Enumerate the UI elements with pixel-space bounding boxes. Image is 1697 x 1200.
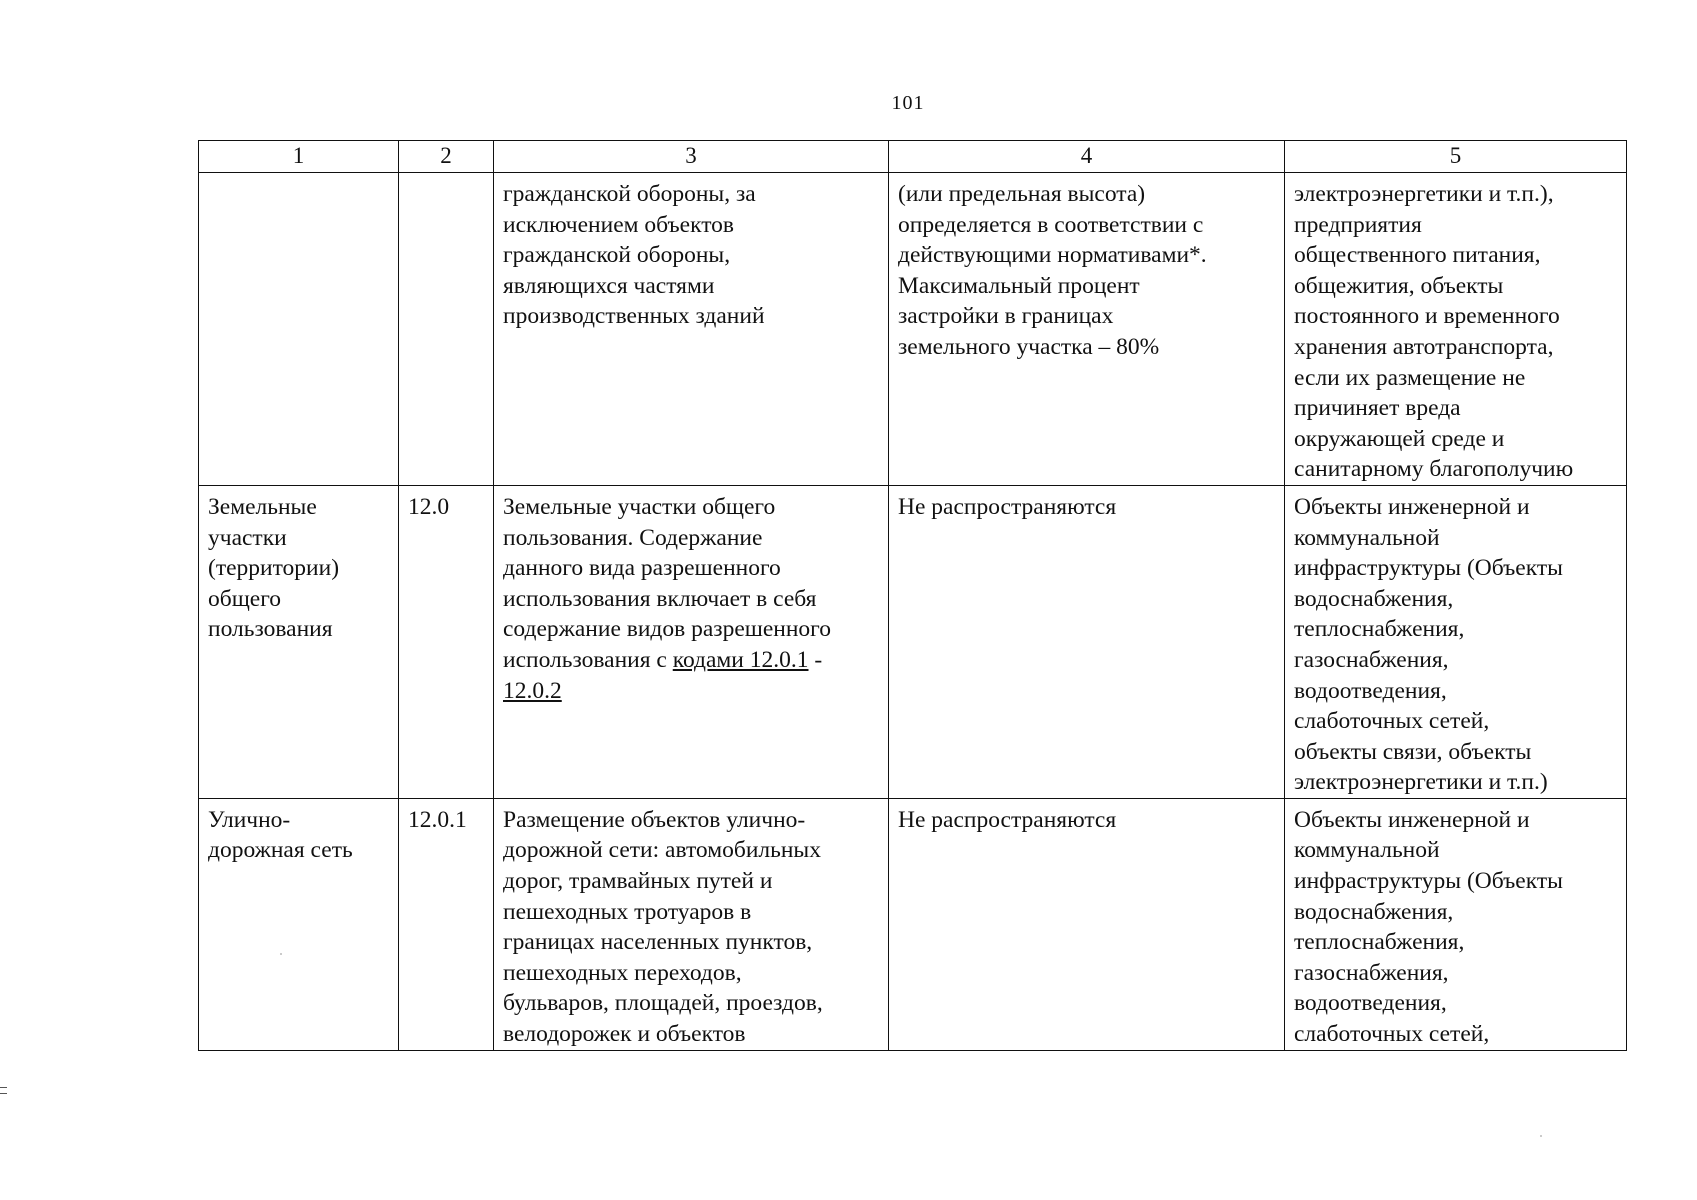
text-line: являющихся частями bbox=[503, 272, 715, 299]
column-header-1: 1 bbox=[199, 141, 399, 173]
text-line: дорожная сеть bbox=[208, 837, 353, 864]
text-line: Объекты инженерной и bbox=[1294, 493, 1530, 520]
text-line: водоснабжения, bbox=[1294, 898, 1454, 925]
text-line: (или предельная высота) bbox=[898, 181, 1146, 207]
scan-margin-mark bbox=[0, 1087, 7, 1094]
text-line: бульваров, площадей, проездов, bbox=[503, 990, 823, 1017]
text-line: гражданской обороны, bbox=[503, 242, 731, 269]
table-row bbox=[199, 798, 1627, 1050]
cell-auxiliary bbox=[1285, 485, 1627, 798]
cell-auxiliary bbox=[1285, 173, 1627, 486]
text-line: действующими нормативами*. bbox=[898, 242, 1207, 269]
cell-name bbox=[199, 485, 399, 798]
text-fragment: использования с bbox=[503, 646, 673, 673]
text-line: содержание видов разрешенного bbox=[503, 616, 831, 643]
text-line: Объекты инженерной и bbox=[1294, 806, 1530, 833]
text-line: коммунальной bbox=[1294, 524, 1440, 551]
text-line: Размещение объектов улично- bbox=[503, 806, 806, 833]
cell-parameters bbox=[889, 485, 1285, 798]
text-line: общественного питания, bbox=[1294, 242, 1541, 269]
scan-speck bbox=[1540, 1135, 1542, 1137]
text-line: исключением объектов bbox=[503, 211, 735, 238]
text-line: водоотведения, bbox=[1294, 990, 1447, 1017]
text-line: постоянного и временного bbox=[1294, 303, 1560, 330]
text-line: (территории) bbox=[208, 555, 340, 582]
cell-description bbox=[494, 173, 889, 486]
text-line: газоснабжения, bbox=[1294, 646, 1449, 673]
text-line bbox=[503, 676, 880, 707]
text-line: объекты связи, объекты bbox=[1294, 738, 1532, 765]
text-line bbox=[503, 645, 880, 676]
table-row bbox=[199, 485, 1627, 798]
text-line: общего bbox=[208, 585, 282, 612]
text-line: если их размещение не bbox=[1294, 364, 1526, 391]
text-line: предприятия bbox=[1294, 211, 1422, 238]
text-line: причиняет вреда bbox=[1294, 395, 1461, 422]
text-line: Не распространяются bbox=[898, 806, 1117, 833]
text-line: окружающей среде и bbox=[1294, 425, 1505, 452]
cell-parameters bbox=[889, 798, 1285, 1050]
text-line: слаботочных сетей, bbox=[1294, 708, 1490, 735]
text-line: Не распространяются bbox=[898, 493, 1117, 520]
text-line: определяется в соответствии с bbox=[898, 211, 1204, 238]
text-line: коммунальной bbox=[1294, 837, 1440, 864]
cell-code: 12.0 bbox=[399, 485, 494, 798]
text-line: велодорожек и объектов bbox=[503, 1021, 746, 1048]
cell-auxiliary bbox=[1285, 798, 1627, 1050]
cell-description bbox=[494, 485, 889, 798]
text-line: теплоснабжения, bbox=[1294, 616, 1465, 643]
text-line: гражданской обороны, за bbox=[503, 181, 756, 207]
text-line: застройки в границах bbox=[898, 303, 1114, 330]
text-line: пешеходных тротуаров в bbox=[503, 898, 752, 925]
text-line: пешеходных переходов, bbox=[503, 959, 742, 986]
column-header-5: 5 bbox=[1285, 141, 1627, 173]
column-header-3: 3 bbox=[494, 141, 889, 173]
land-use-table bbox=[198, 140, 1627, 1051]
cell-description bbox=[494, 798, 889, 1050]
column-header-4: 4 bbox=[889, 141, 1285, 173]
scan-speck bbox=[280, 953, 282, 955]
text-line: дорожной сети: автомобильных bbox=[503, 837, 821, 864]
cell-code bbox=[399, 173, 494, 486]
page-number: 101 bbox=[891, 92, 925, 114]
text-line: газоснабжения, bbox=[1294, 959, 1449, 986]
text-line: инфраструктуры (Объекты bbox=[1294, 555, 1563, 582]
header-row bbox=[199, 141, 1627, 173]
text-line: слаботочных сетей, bbox=[1294, 1021, 1490, 1048]
text-line: участки bbox=[208, 524, 287, 551]
text-line: Улично- bbox=[208, 806, 291, 833]
text-line: границах населенных пунктов, bbox=[503, 929, 813, 956]
cell-name bbox=[199, 798, 399, 1050]
table-row bbox=[199, 173, 1627, 486]
text-line: Земельные bbox=[208, 493, 317, 520]
text-fragment: - bbox=[808, 646, 823, 673]
text-line: данного вида разрешенного bbox=[503, 555, 781, 582]
code-reference-link[interactable]: 12.0.2 bbox=[503, 677, 562, 704]
text-line: электроэнергетики и т.п.), bbox=[1294, 181, 1554, 207]
text-line: дорог, трамвайных путей и bbox=[503, 868, 773, 895]
text-line: общежития, объекты bbox=[1294, 272, 1504, 299]
cell-code: 12.0.1 bbox=[399, 798, 494, 1050]
text-line: Максимальный процент bbox=[898, 272, 1140, 299]
text-line: использования включает в себя bbox=[503, 585, 817, 612]
column-header-2: 2 bbox=[399, 141, 494, 173]
text-line: хранения автотранспорта, bbox=[1294, 333, 1554, 360]
text-line: производственных зданий bbox=[503, 303, 765, 330]
text-line: Земельные участки общего bbox=[503, 493, 776, 520]
text-line: пользования bbox=[208, 616, 333, 643]
cell-parameters bbox=[889, 173, 1285, 486]
code-reference-link[interactable]: кодами 12.0.1 bbox=[672, 646, 809, 673]
text-line: водоснабжения, bbox=[1294, 585, 1454, 612]
text-line: земельного участка – 80% bbox=[898, 333, 1160, 360]
text-line: санитарному благополучию bbox=[1294, 456, 1574, 483]
text-line: водоотведения, bbox=[1294, 677, 1447, 704]
text-line: электроэнергетики и т.п.) bbox=[1294, 769, 1548, 796]
text-line: инфраструктуры (Объекты bbox=[1294, 868, 1563, 895]
cell-name bbox=[199, 173, 399, 486]
text-line: пользования. Содержание bbox=[503, 524, 763, 551]
text-line: теплоснабжения, bbox=[1294, 929, 1465, 956]
